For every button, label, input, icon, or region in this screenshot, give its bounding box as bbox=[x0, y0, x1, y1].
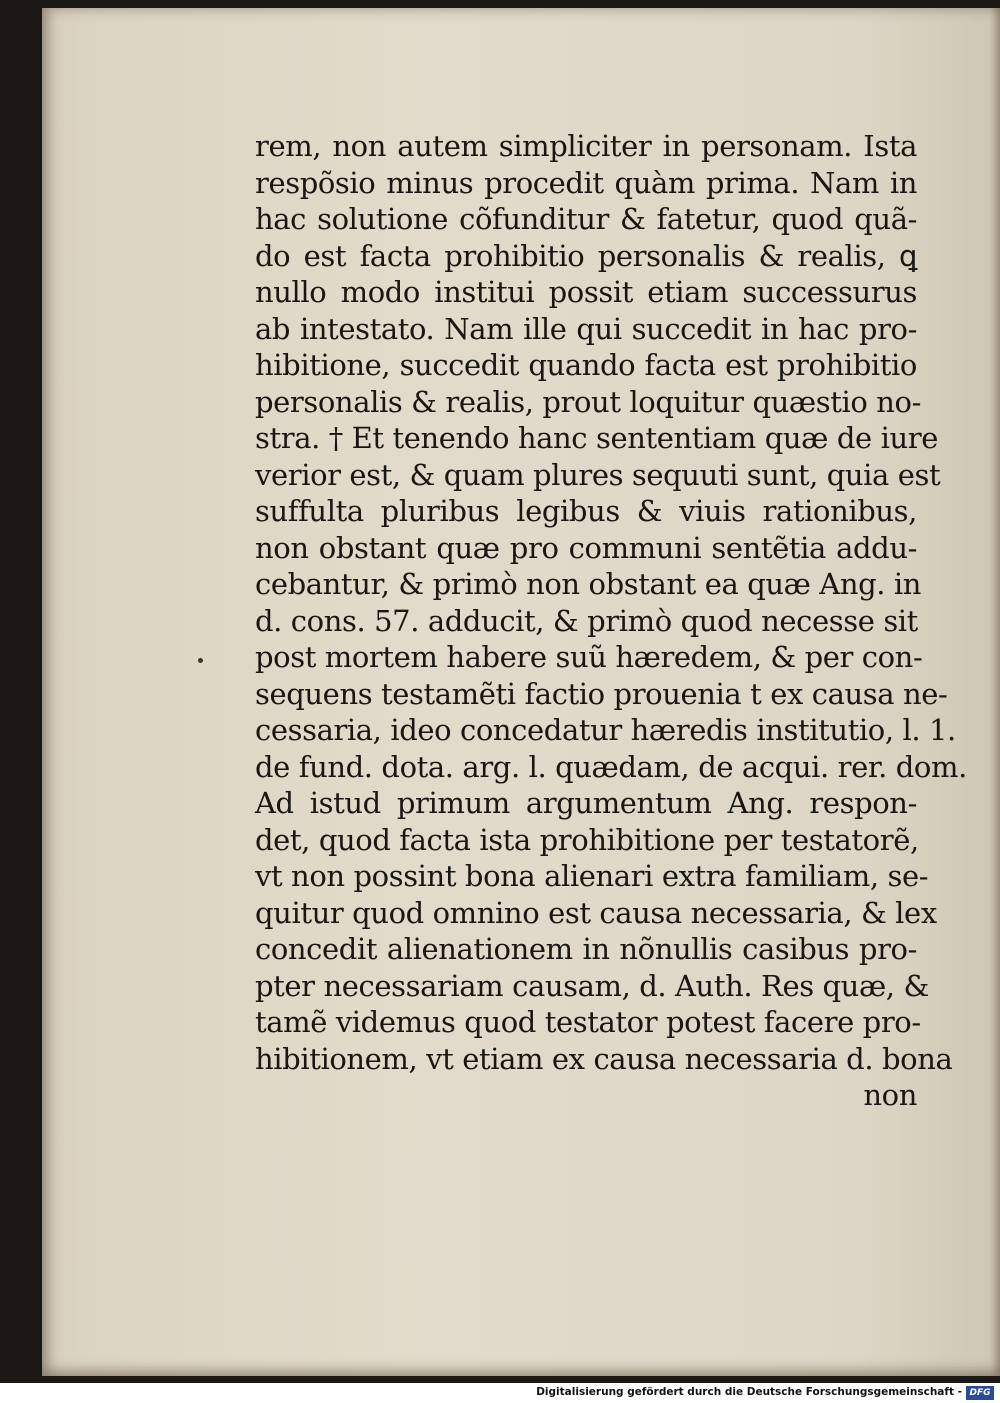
catchword: non bbox=[863, 1078, 917, 1112]
page-edge-shadow bbox=[990, 8, 1000, 1376]
text-line: pter necessariam causam, d. Auth. Res quæ, & bbox=[255, 968, 929, 1003]
text-line: do est facta prohibitio personalis & realis, ꝗ bbox=[255, 238, 917, 273]
text-line: stra. † Et tenendo hanc sententiam quæ de iure bbox=[255, 421, 938, 455]
text-line: det, quod facta ista prohibitione per testatorẽ, bbox=[255, 822, 919, 857]
text-line: rem, non autem simpliciter in personam. Ista bbox=[255, 129, 917, 163]
text-line: Ad istud primum argumentum Ang. respon- bbox=[255, 786, 917, 820]
text-line: hibitione, succedit quando facta est prohibitio bbox=[255, 348, 917, 382]
text-line: vt non possint bona alienari extra familiam, se- bbox=[255, 859, 929, 893]
text-line: post mortem habere suũ hæredem, & per con- bbox=[255, 640, 923, 674]
margin-mark bbox=[198, 658, 203, 663]
text-line: sequens testamẽti factio prouenia t ex causa ne- bbox=[255, 676, 948, 711]
text-line: cebantur, & primò non obstant ea quæ Ang. in bbox=[255, 567, 922, 601]
footer-bar bbox=[0, 1383, 1000, 1403]
funding-credit: Digitalisierung gefördert durch die Deutsche Forschungsgemeinschaft - bbox=[536, 1386, 962, 1398]
text-line: d. cons. 57. adducit, & primò quod necesse sit bbox=[255, 603, 918, 638]
text-line: non obstant quæ pro communi sentẽtia addu- bbox=[255, 530, 917, 565]
text-line: suffulta pluribus legibus & viuis rationibus, bbox=[255, 494, 917, 528]
text-line: quitur quod omnino est causa necessaria, & lex bbox=[255, 895, 937, 930]
text-line: cessaria, ideo concedatur hæredis institutio, l. 1. bbox=[255, 713, 956, 747]
text-line: personalis & realis, prout loquitur quæstio no- bbox=[255, 384, 921, 419]
text-line: verior est, & quam plures sequuti sunt, quia est bbox=[255, 457, 941, 492]
text-line: nullo modo institui possit etiam successurus bbox=[255, 275, 917, 309]
dfg-logo: DFG bbox=[966, 1386, 994, 1400]
text-line: tamẽ videmus quod testator potest facere pro- bbox=[255, 1005, 921, 1039]
text-line: hac solutione cõfunditur & fatetur, quod quã- bbox=[255, 202, 917, 236]
text-line: de fund. dota. arg. l. quædam, de acqui. rer. dom. bbox=[255, 749, 967, 784]
text-line: hibitionem, vt etiam ex causa necessaria d. bona bbox=[255, 1041, 953, 1076]
page-text-block bbox=[255, 128, 967, 1114]
text-line: concedit alienationem in nõnullis casibus pro- bbox=[255, 932, 917, 966]
text-line: ab intestato. Nam ille qui succedit in hac pro- bbox=[255, 311, 917, 346]
text-line: respõsio minus procedit quàm prima. Nam in bbox=[255, 165, 917, 200]
